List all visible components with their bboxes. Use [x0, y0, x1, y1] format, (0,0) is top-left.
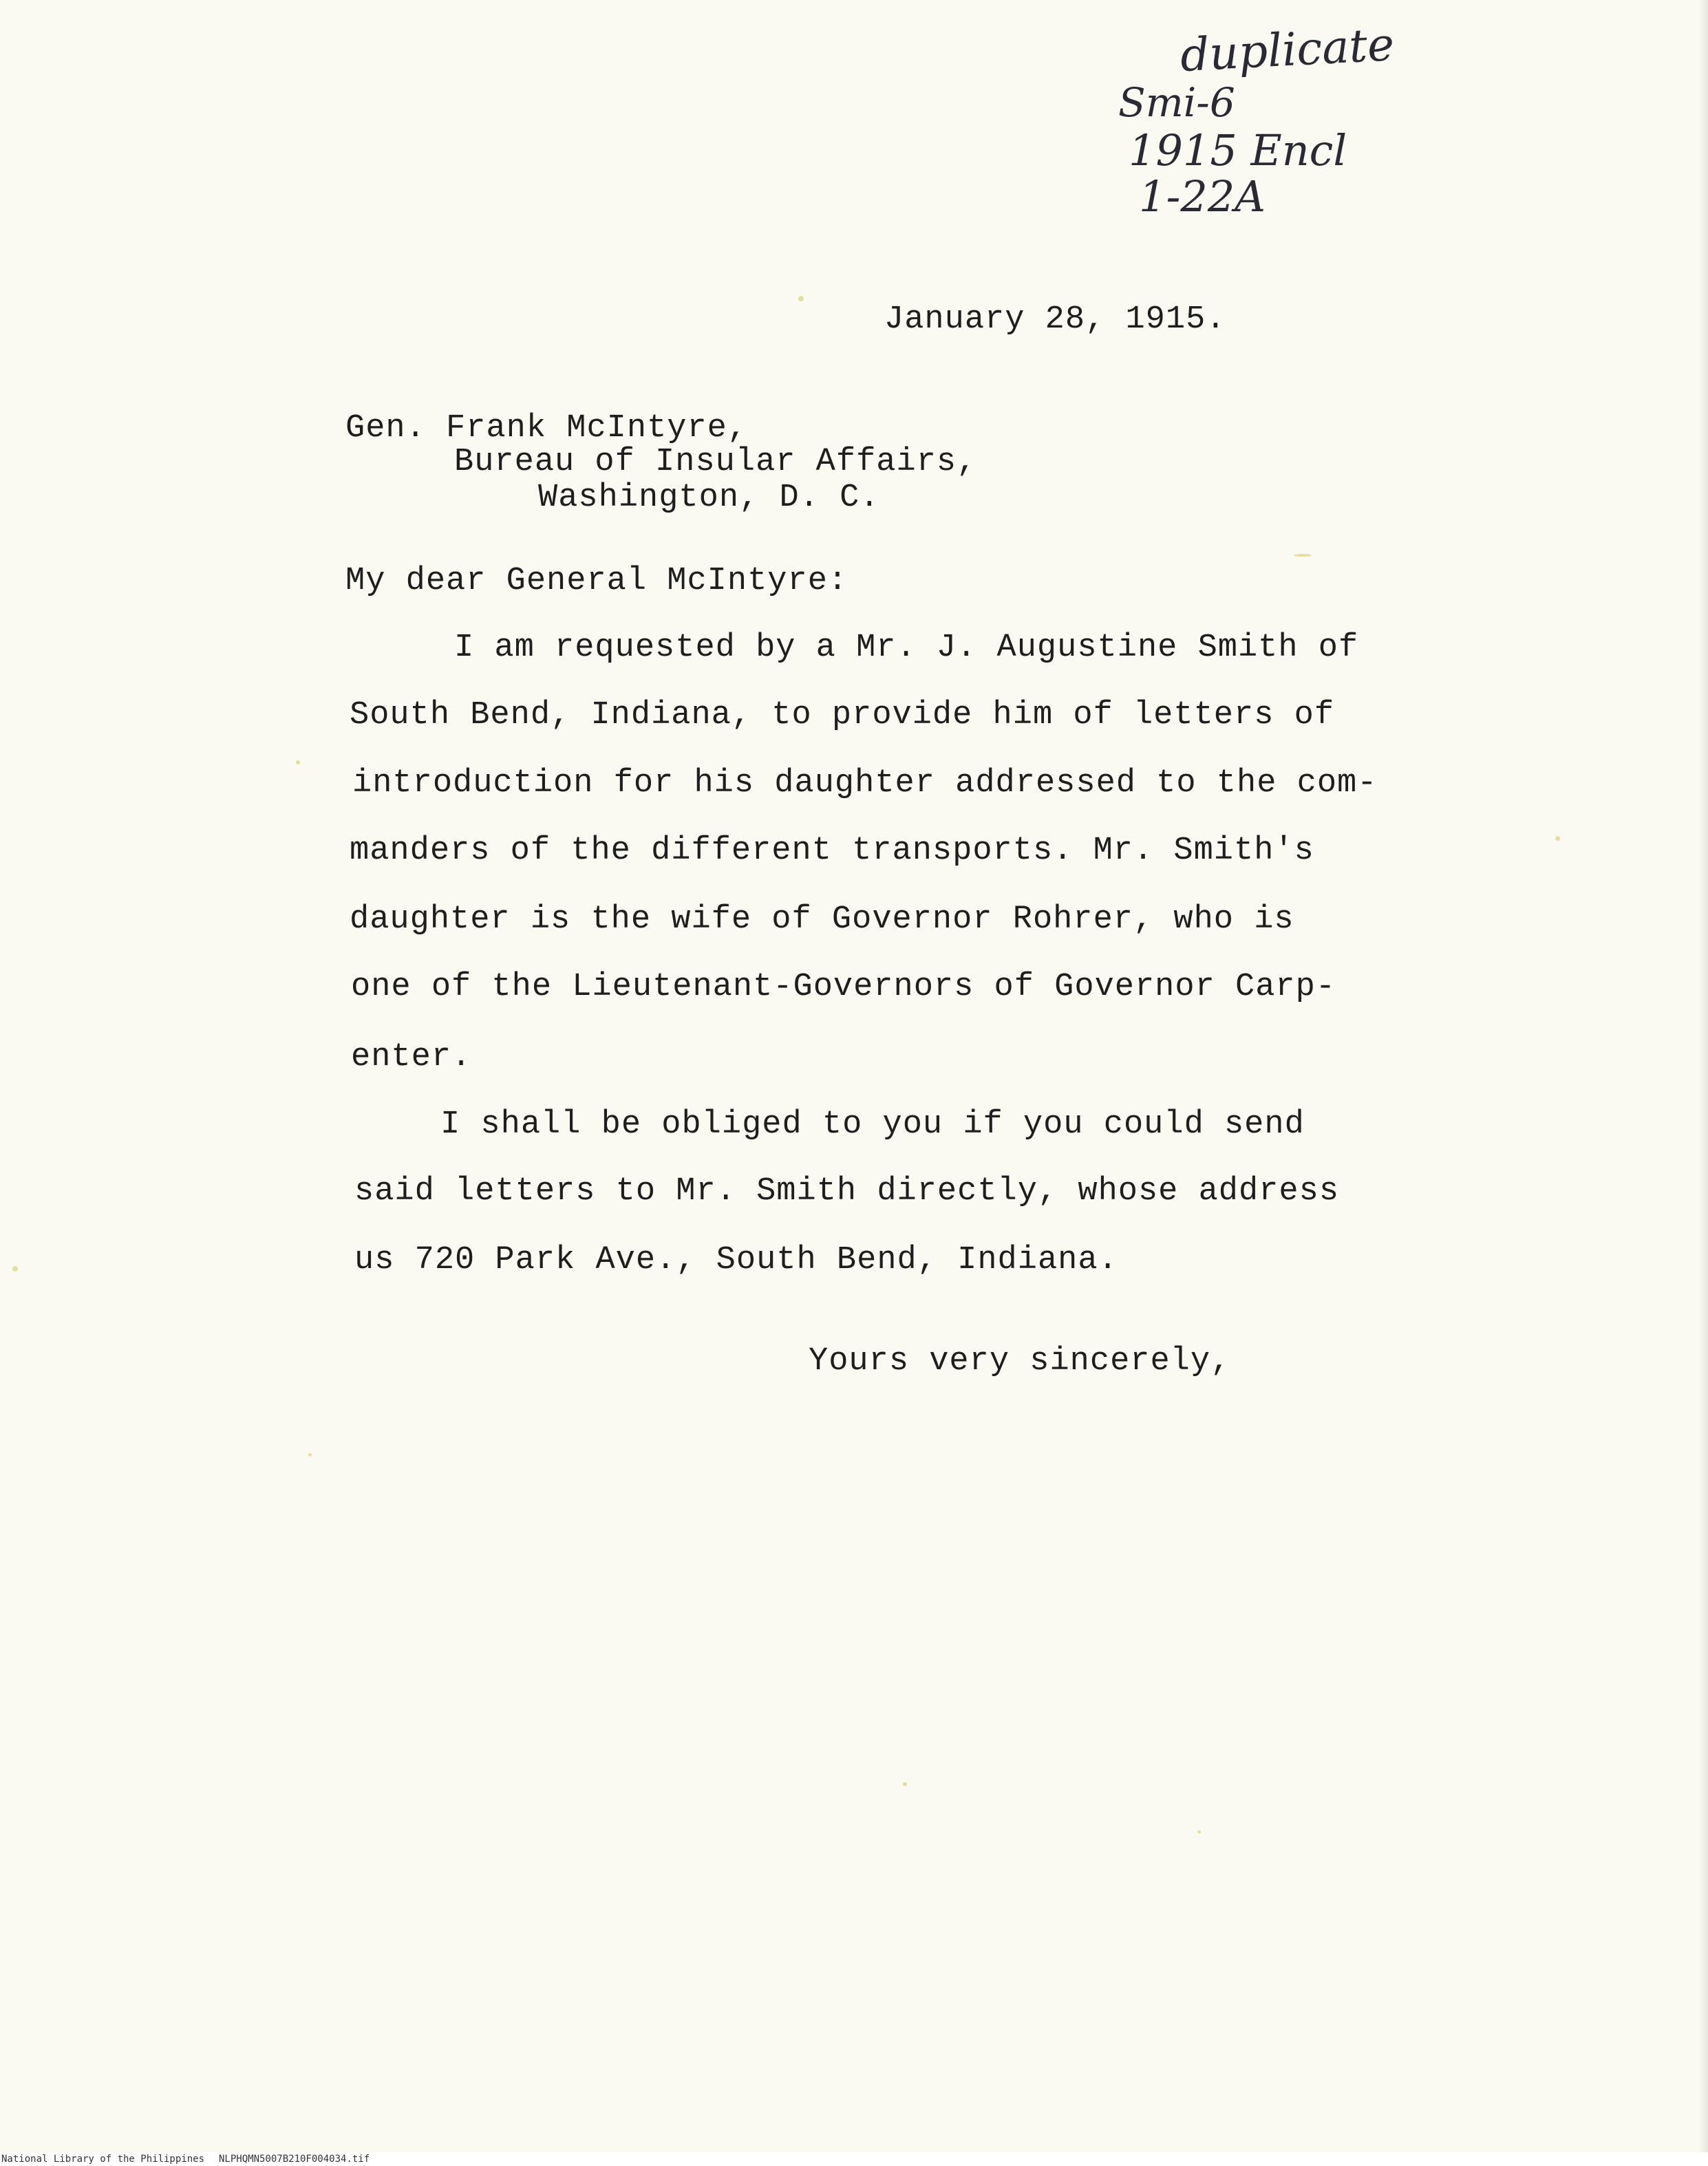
body-line: South Bend, Indiana, to provide him of letters of — [350, 697, 1335, 733]
salutation: My dear General McIntyre: — [345, 563, 848, 599]
recipient-city: Washington, D. C. — [538, 480, 880, 516]
closing: Yours very sincerely, — [809, 1343, 1231, 1380]
handwritten-year-note: 1915 Encl — [1129, 125, 1347, 175]
handwritten-duplicate-note: duplicate — [1179, 17, 1396, 83]
body-line: daughter is the wife of Governor Rohrer, who is — [350, 901, 1294, 938]
handwritten-series-note: Smi-6 — [1118, 79, 1235, 126]
body-line: I am requested by a Mr. J. Augustine Smith of — [454, 630, 1359, 666]
body-line: enter. — [351, 1039, 472, 1075]
page-edge-shadow — [1698, 0, 1708, 2166]
letter-date: January 28, 1915. — [884, 301, 1226, 338]
body-line: I shall be obliged to you if you could send — [440, 1106, 1305, 1143]
body-line: one of the Lieutenant-Governors of Governor Carp- — [351, 969, 1336, 1005]
archive-filename: NLPHQMN5007B210F004034.tif — [219, 2154, 370, 2165]
body-line: us 720 Park Ave., South Bend, Indiana. — [354, 1242, 1118, 1278]
archive-source: National Library of the Philippines — [1, 2154, 205, 2165]
handwritten-index-note: 1-22A — [1139, 171, 1266, 222]
body-line: said letters to Mr. Smith directly, whose address — [354, 1173, 1340, 1210]
body-line: introduction for his daughter addressed to the com- — [352, 765, 1378, 802]
recipient-name: Gen. Frank McIntyre, — [345, 410, 748, 447]
body-line: manders of the different transports. Mr. Smith's — [350, 833, 1314, 869]
archive-footer — [0, 2152, 1708, 2166]
recipient-office: Bureau of Insular Affairs, — [454, 444, 977, 480]
